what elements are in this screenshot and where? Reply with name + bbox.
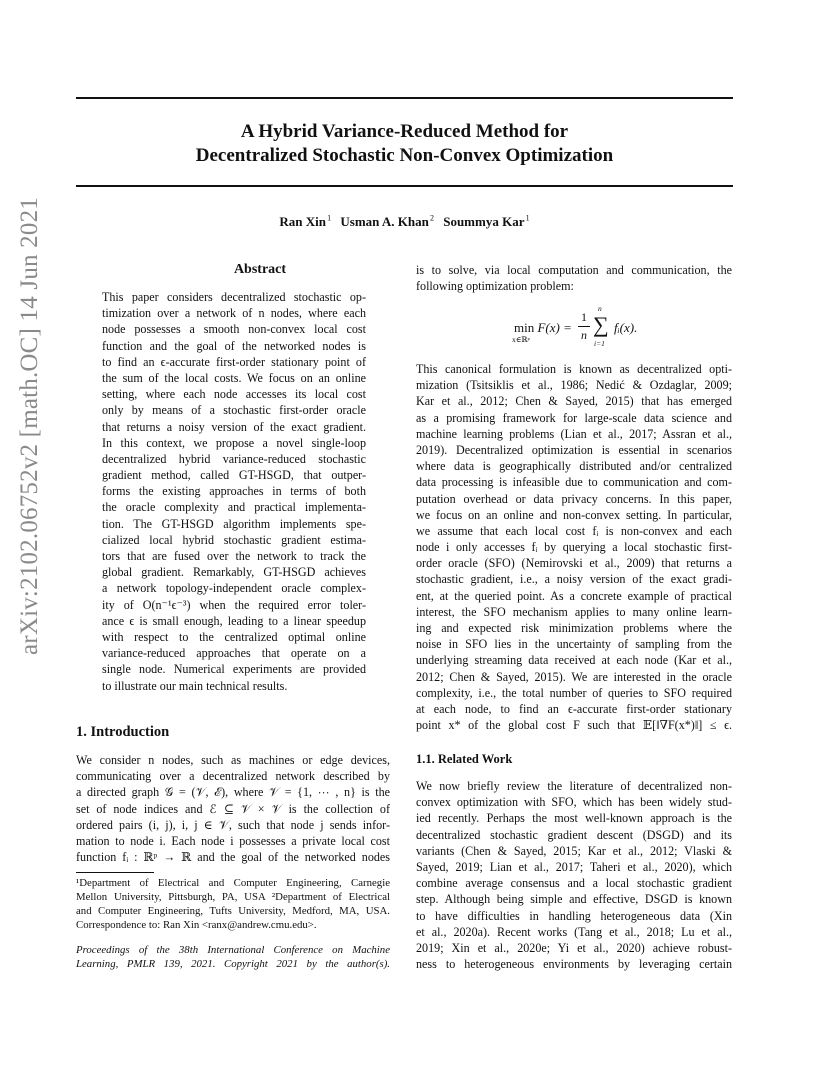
text-line: ity of O(n⁻¹ϵ⁻³) when the required error toler- — [102, 597, 366, 612]
text-line: we focus on an online and non-convex setting. In particular, — [416, 507, 732, 522]
text-line: ent, at the queried point. As a concrete example of practical — [416, 588, 732, 603]
abstract-heading: Abstract — [233, 262, 287, 277]
text-line: mation to node i. Each node i possesses a private local cost — [76, 833, 390, 848]
text-line: 2019). Decentralized optimization is essential in scenarios — [416, 442, 732, 457]
text-line: following optimization problem: — [416, 279, 574, 294]
proceedings-note — [76, 943, 390, 971]
author-2: Usman A. Khan $^2$ — [340, 214, 434, 230]
text-line: tion. The GT-HSGD algorithm implements spe- — [102, 516, 366, 531]
text-line: global gradient. Remarkably, GT-HSGD achieves — [102, 565, 366, 580]
text-line: noise in SFO lies in the uncertainty of sampling from the — [416, 637, 732, 652]
equation-rhs: fᵢ(x). — [614, 320, 638, 335]
text-line: variance-reduced approaches that operate on a — [102, 646, 366, 661]
text-line: Sayed, 2019; Lian et al., 2017; Taheri et al., 2020), which — [416, 859, 732, 874]
introduction-heading: 1. Introduction — [76, 724, 170, 740]
text-line: function and the goal of the networked nodes is — [102, 338, 366, 353]
text-line: setting, where each node accesses its local cost — [102, 387, 366, 402]
text-line: forms the existing approaches in terms of both — [102, 484, 366, 499]
text-line: a directed graph 𝒢 = (𝒱, ℰ), where 𝒱 = {1, ⋯ , n} is the — [76, 785, 390, 800]
text-line: function fᵢ : ℝᵖ → ℝ and the goal of the networked nodes — [76, 850, 390, 865]
text-line: node possesses a smooth non-convex local cost — [102, 322, 366, 337]
text-line: putation overhead or data privacy concerns. In this paper, — [416, 491, 732, 506]
optimization-equation — [416, 304, 732, 352]
text-line: This paper considers decentralized stochastic op- — [102, 290, 366, 304]
equation-domain: x∈ℝᵖ — [512, 335, 530, 344]
text-line: interest, the SFO mechanism applies to many online learn- — [416, 604, 732, 619]
title-line-1: A Hybrid Variance-Reduced Method for — [240, 121, 569, 142]
sum-lower-limit: i=1 — [594, 339, 605, 348]
arxiv-stamp-text: arXiv:2102.06752v2 [math.OC] 14 Jun 2021 — [16, 197, 43, 655]
sum-sign: ∑ — [593, 312, 609, 337]
text-line: variants (Chen & Sayed, 2015; Kar et al., 2012; Vlaski & — [416, 843, 732, 858]
related-work-body — [416, 778, 732, 972]
text-line: complexity, i.e., the total number of queries to SFO required — [416, 685, 732, 700]
author-list — [76, 214, 733, 230]
text-line: This canonical formulation is known as decentralized opti- — [416, 362, 732, 376]
text-line: at each node, to find an ϵ-accurate first-order stationary — [416, 701, 732, 716]
text-line: only by means of a stochastic first-order oracle — [102, 403, 366, 418]
text-line: Learning, PMLR 139, 2021. Copyright 2021 by the author(s). — [76, 958, 390, 970]
text-line: ance ϵ is small enough, leading to a linear speedup — [102, 613, 366, 628]
text-line: to have difficulties in handling heterogeneous data (Xin — [416, 908, 732, 923]
text-line: 2019; Xin et al., 2020e; Yi et al., 2020) achieve robust- — [416, 940, 732, 955]
formulation-paragraph — [416, 361, 732, 733]
text-line: that returns a noisy version of the exact gradient. — [102, 419, 366, 434]
title-bottom-rule — [76, 185, 733, 187]
author-3: Soummya Kar $^1$ — [443, 214, 530, 230]
author-1: Ran Xin $^1$ — [279, 214, 332, 230]
text-line: we assume that each local cost fᵢ is non-convex and each — [416, 523, 732, 538]
text-line: is to solve, via local computation and communication, the — [416, 263, 732, 277]
text-line: 2012; Chen & Sayed, 2015). We are interested in the oracle — [416, 669, 732, 684]
affiliation-footnote — [76, 876, 390, 932]
text-line: mization (Tsitsiklis et al., 1986; Nedić & Ozdaglar, 2009; — [416, 378, 732, 393]
text-line: ordered pairs (i, j), i, j ∈ 𝒱, such that node j sends infor- — [76, 817, 390, 832]
equation-fraction: 1 n — [578, 310, 590, 343]
abstract-body — [102, 289, 366, 694]
text-line: Mellon University, Pittsburgh, PA, USA ²Department of Electrical — [76, 891, 390, 903]
text-line: In this context, we propose a novel single-loop — [102, 435, 366, 450]
text-line: with respect to the centralized optimal online — [102, 629, 366, 644]
text-line: decentralized hybrid variance-reduced stochastic — [102, 451, 366, 466]
text-line: underlying streaming data received at each node (Kar et al., — [416, 653, 732, 668]
text-line: point x* of the global cost F such that 𝔼[‖∇F(x*)‖] ≤ ϵ. — [416, 718, 732, 733]
text-line: the oracle complexity and practical implementa- — [102, 500, 366, 515]
top-rule — [76, 97, 733, 99]
introduction-body — [76, 752, 390, 865]
text-line: Kar et al., 2012; Chen & Sayed, 2015) that has emerged — [416, 394, 732, 409]
text-line: machine learning problems (Lian et al., 2017; Assran et al., — [416, 426, 732, 441]
text-line: single node. Numerical experiments are provided — [102, 662, 366, 677]
text-line: et al., 2020a). Recent works (Tang et al., 2018; Lu et al., — [416, 924, 732, 939]
text-line: as a promising framework for large-scale data science and — [416, 410, 732, 425]
text-line: step. Although being simple and effective, DSGD is known — [416, 892, 732, 907]
text-line: to find an ϵ-accurate first-order stationary point of — [102, 354, 366, 369]
text-line: communicating over a decentralized network described by — [76, 769, 390, 784]
paper-title — [76, 120, 733, 168]
text-line: stochastic gradient, i.e., a noisy version of the exact gradi- — [416, 572, 732, 587]
related-work-heading: 1.1. Related Work — [416, 752, 513, 766]
text-line: to illustrate our main technical results. — [102, 678, 288, 693]
text-line: timization over a network of n nodes, where each — [102, 306, 366, 321]
text-line: combine average consensus and a local stochastic gradient — [416, 876, 732, 891]
text-line: decentralized stochastic gradient descent (DSGD) and its — [416, 827, 732, 842]
text-line: and Computer Engineering, Tufts University, Medford, MA, USA. — [76, 905, 390, 917]
text-line: tors that are fused over the network to track the — [102, 549, 366, 563]
text-line: ing and expected risk minimization problems where the — [416, 621, 732, 635]
text-line: convex optimization with SFO, which has been widely stud- — [416, 795, 732, 810]
sum-upper-limit: n — [598, 304, 602, 313]
title-line-2: Decentralized Stochastic Non-Convex Optimization — [195, 145, 614, 166]
text-line: ied recently. Perhaps the most well-known approach is the — [416, 811, 732, 826]
text-line: data processing is infeasible due to communication and com- — [416, 475, 732, 490]
text-line: Correspondence to: Ran Xin <ranx@andrew.cmu.edu>. — [76, 919, 317, 931]
text-line: set of node indices and ℰ ⊆ 𝒱 × 𝒱 is the collection of — [76, 801, 390, 816]
text-line: gradient method, called GT-HSGD, that outper- — [102, 468, 366, 483]
text-line: node i only accesses fᵢ by querying a local stochastic first- — [416, 540, 732, 555]
equation-lhs: min x∈ℝᵖ F(x) = — [512, 320, 572, 344]
text-line: Proceedings of the 38th International Conference on Machine — [76, 944, 390, 956]
text-line: We now briefly review the literature of decentralized non- — [416, 779, 732, 793]
text-line: the sum of the local costs. We focus on an online — [102, 370, 366, 385]
text-line: ¹Department of Electrical and Computer Engineering, Carnegie — [76, 877, 390, 889]
text-line: cialized local hybrid stochastic gradient estima- — [102, 532, 366, 547]
text-line: order oracle (SFO) (Nemirovski et al., 2009) that returns a — [416, 556, 732, 571]
problem-statement-text — [416, 262, 732, 294]
text-line: where data is geographically distributed and/or centralized — [416, 459, 732, 474]
text-line: ness to heterogeneous environments by leveraging certain — [416, 957, 732, 972]
footnote-rule — [76, 872, 154, 873]
text-line: a network topology-independent oracle complex- — [102, 581, 366, 596]
text-line: We consider n nodes, such as machines or edge devices, — [76, 753, 390, 767]
